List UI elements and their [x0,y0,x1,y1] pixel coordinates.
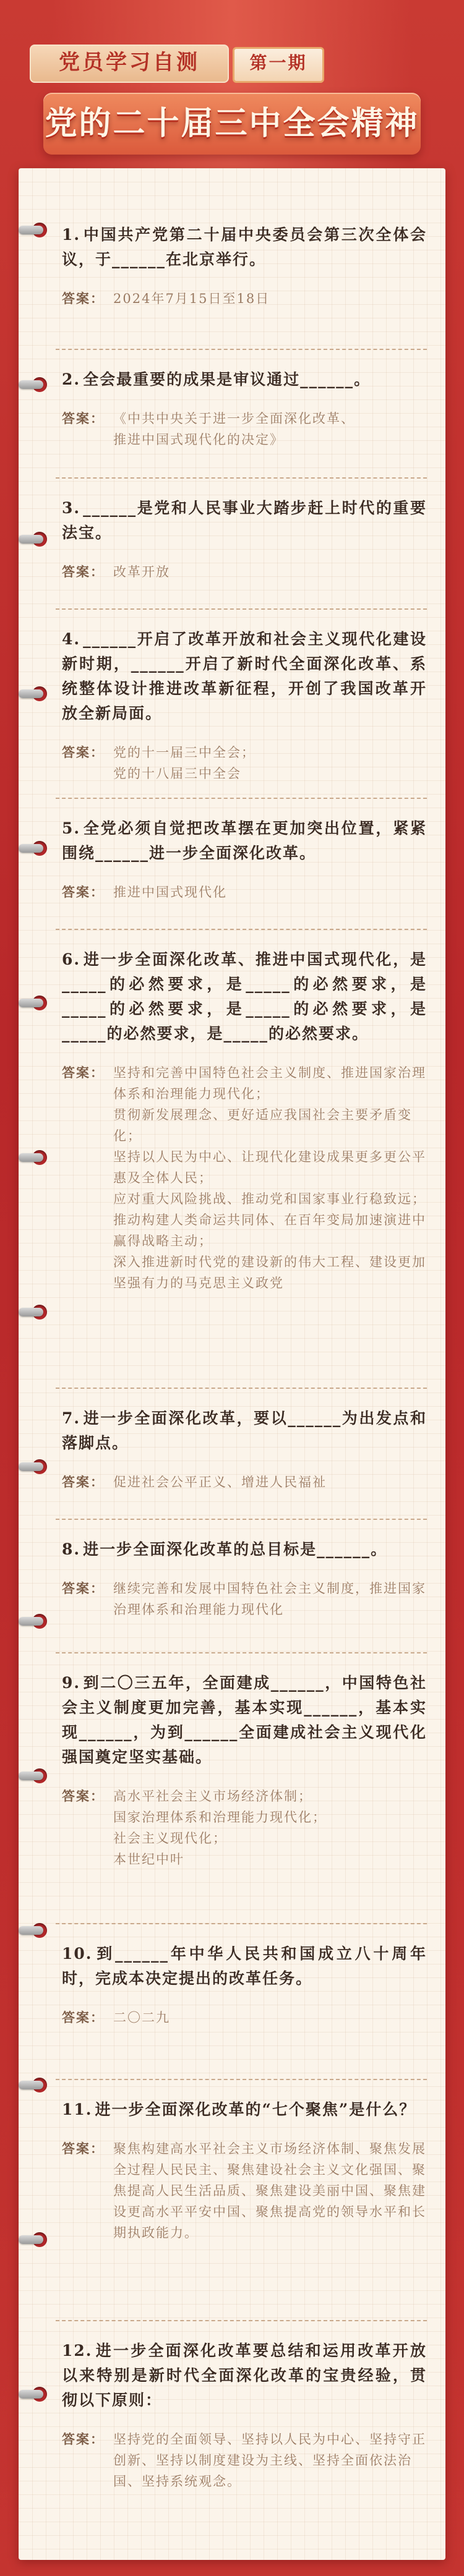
answer-line: 推动构建人类命运共同体、在百年变局加速演进中赢得战略主动； [113,1213,426,1248]
question-number: 3. [62,499,81,517]
question-number: 2. [62,370,81,388]
title-banner [43,93,421,155]
binder-ring-icon [19,689,43,698]
question-10 [62,1942,427,2028]
divider [56,1519,427,1520]
answer-line: 坚持党的全面领导、坚持以人民为中心、坚持守正创新、坚持以制度建设为主线、坚持全面依法治国、坚持系统观念。 [113,2432,426,2489]
question-number: 4. [62,630,81,648]
binder-ring-icon [19,226,43,234]
question-number: 9. [62,1674,81,1692]
answer [62,561,427,582]
answer-label: 答案： [62,1065,105,1080]
answer-line: 推进中国式现代化 [113,885,227,900]
answer-line: 本世纪中叶 [113,1852,184,1867]
answer-label: 答案： [62,2141,105,2156]
divider [56,1923,427,1924]
question-text: 中国共产党第二十届中央委员会第三次全体会议，于______在北京举行。 [62,226,427,268]
question-text: 进一步全面深化改革、推进中国式现代化，是_____的必然要求，是_____的必然要求，是_____的必然要求，是_____的必然要求，是_____的必然要求，是_____的必然要求。 [62,950,427,1043]
answer-label: 答案： [62,2431,105,2447]
question-9 [62,1671,427,1870]
question-text: 全党必须自觉把改革摆在更加突出位置，紧紧围绕______进一步全面深化改革。 [62,819,427,862]
answer [62,408,427,450]
answer-line: 2024年7月15日至18日 [113,291,270,306]
answer-line: 应对重大风险挑战、推动党和国家事业行稳致远； [113,1192,426,1206]
series-tag: 党员学习自测 [30,45,229,83]
answer-label: 答案： [62,411,105,426]
answer [62,1472,427,1493]
question-1 [62,223,427,309]
binder-ring-icon [19,1308,43,1316]
binder-ring-icon [19,1153,43,1162]
answer [62,1578,427,1620]
question-12 [62,2339,427,2492]
answer [62,742,427,784]
answer-line: 深入推进新时代党的建设新的伟大工程、建设更加坚强有力的马克思主义政党 [113,1255,426,1290]
answer-line: 坚持和完善中国特色社会主义制度、推进国家治理体系和治理能力现代化； [113,1065,426,1101]
question-5 [62,816,427,903]
answer-line: 贯彻新发展理念、更好适应我国社会主要矛盾变化； [113,1107,412,1143]
divider [56,1388,427,1389]
divider [56,608,427,610]
question-3 [62,496,427,582]
answer-line: 国家治理体系和治理能力现代化； [113,1810,327,1825]
answer-label: 答案： [62,564,105,579]
question-number: 10. [62,1945,93,1963]
binder-ring-icon [19,2235,43,2244]
question-text: ______是党和人民事业大踏步赶上时代的重要法宝。 [62,499,427,542]
answer-line: 推进中国式现代化的决定》 [113,432,284,447]
binder-ring-icon [19,999,43,1007]
answer [62,1786,427,1870]
answer-label: 答案： [62,1788,105,1804]
page-title: 党的二十届三中全会精神 [45,105,419,142]
answer-line: 社会主义现代化； [113,1831,227,1846]
binder-ring-icon [19,1772,43,1780]
question-6 [62,947,427,1294]
issue-tag: 第一期 [233,47,324,83]
binder-ring-icon [19,844,43,853]
divider [56,477,427,479]
answer [62,2138,427,2243]
question-2 [62,367,427,450]
question-text: 进一步全面深化改革，要以______为出发点和落脚点。 [62,1409,427,1452]
question-text: 进一步全面深化改革的“七个聚焦”是什么？ [95,2100,416,2118]
question-text: 全会最重要的成果是审议通过______。 [83,370,371,388]
quiz-paper [19,168,445,2560]
divider [56,798,427,799]
question-text: 进一步全面深化改革要总结和运用改革开放以来特别是新时代全面深化改革的宝贵经验，贯彻以下原则： [62,2342,427,2409]
answer-line: 高水平社会主义市场经济体制； [113,1789,312,1804]
answer [62,1062,427,1294]
question-number: 12. [62,2342,93,2360]
question-number: 11. [62,2100,93,2118]
question-number: 1. [62,226,81,244]
answer-line: 党的十八届三中全会 [113,766,241,781]
answer-label: 答案： [62,884,105,900]
answer-line: 促进社会公平正义、增进人民福祉 [113,1475,327,1490]
answer [62,2429,427,2492]
answer-line: 《中共中央关于进一步全面深化改革、 [113,411,355,426]
answer-label: 答案： [62,291,105,306]
binder-ring-icon [19,2081,43,2089]
answer [62,2007,427,2028]
question-text: 到______年中华人民共和国成立八十周年时，完成本决定提出的改革任务。 [62,1945,427,1987]
binder-ring-icon [19,1926,43,1935]
question-number: 7. [62,1409,81,1427]
divider [56,349,427,350]
divider [56,1652,427,1653]
question-number: 8. [62,1540,81,1558]
header [0,0,464,161]
binder-ring-icon [19,380,43,389]
question-7 [62,1406,427,1493]
divider [56,929,427,930]
question-text: 到二〇三五年，全面建成______，中国特色社会主义制度更加完善，基本实现______，基本实现______，为到______全面建成社会主义现代化强国奠定坚实基础。 [62,1674,427,1766]
divider [56,2079,427,2080]
answer [62,882,427,903]
question-number: 6. [62,950,81,968]
answer-line: 聚焦构建高水平社会主义市场经济体制、聚焦发展全过程人民民主、聚焦建设社会主义文化强国、聚焦提高人民生活品质、聚焦建设美丽中国、聚焦建设更高水平平安中国、聚焦提高党的领导水平和长期执政能力。 [113,2141,426,2240]
answer-line: 改革开放 [113,565,170,579]
question-8 [62,1537,427,1620]
answer-label: 答案： [62,1580,105,1596]
answer-line: 坚持以人民为中心、让现代化建设成果更多更公平惠及全体人民； [113,1149,426,1185]
question-number: 5. [62,819,81,837]
answer-label: 答案： [62,2010,105,2025]
question-11 [62,2097,427,2243]
answer-line: 党的十一届三中全会； [113,745,256,760]
question-text: ______开启了改革开放和社会主义现代化建设新时期，______开启了新时代全面深化改革、系统整体设计推进改革新征程，开创了我国改革开放全新局面。 [62,630,427,722]
answer-line: 继续完善和发展中国特色社会主义制度，推进国家治理体系和治理能力现代化 [113,1581,426,1617]
binder-ring-icon [19,2390,43,2399]
answer [62,288,427,309]
question-text: 进一步全面深化改革的总目标是______。 [83,1540,388,1558]
binder-ring-icon [19,535,43,544]
answer-label: 答案： [62,1474,105,1490]
answer-label: 答案： [62,744,105,760]
binder-ring-icon [19,1462,43,1471]
binder-ring-icon [19,1617,43,1626]
answer-line: 二〇二九 [113,2010,170,2025]
divider [56,2320,427,2321]
question-4 [62,627,427,784]
